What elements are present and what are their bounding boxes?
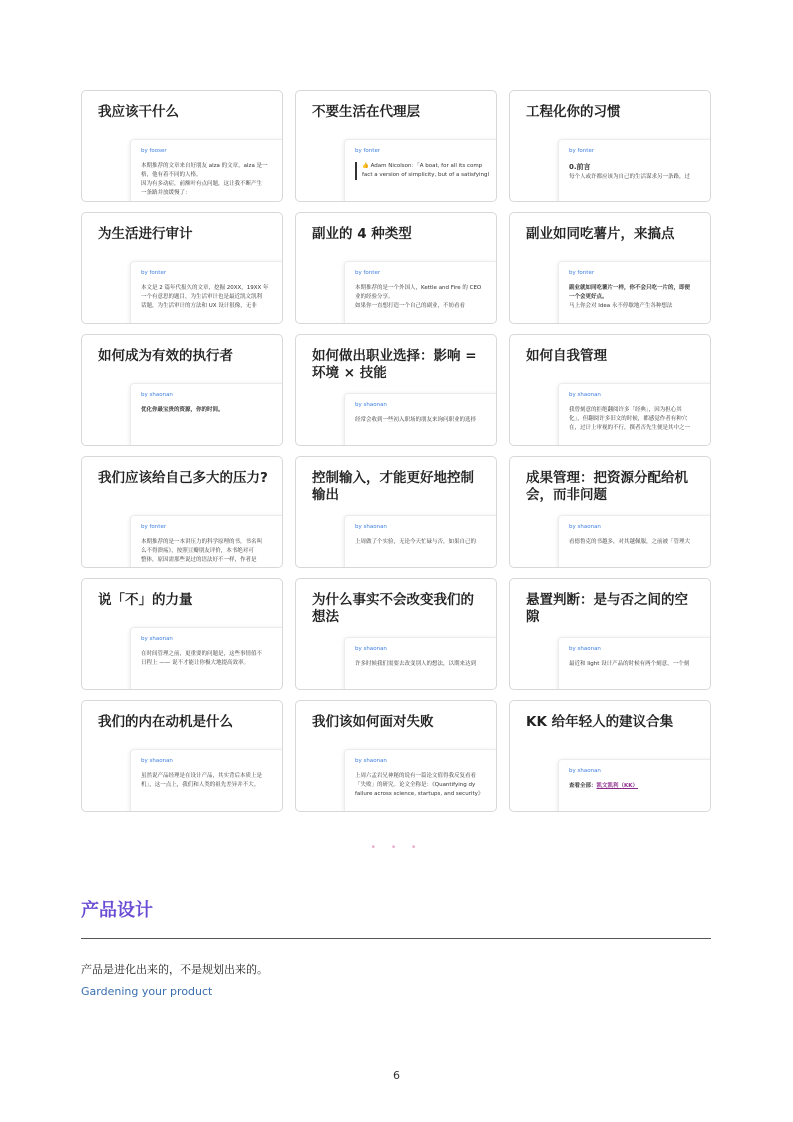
article-card-title: KK 给年轻人的建议合集	[526, 714, 674, 730]
article-card-title: 工程化你的习惯	[526, 104, 621, 120]
article-author: by shaonan	[355, 524, 387, 530]
article-excerpt-line	[355, 162, 489, 171]
article-author: by fonter	[569, 148, 595, 154]
article-excerpt-text: 一个有意思的题目，为生活审计也是最近凯文凯利	[141, 294, 263, 300]
article-preview	[130, 627, 283, 690]
article-card[interactable]	[81, 700, 283, 812]
article-author: by fonter	[355, 148, 381, 154]
article-excerpt-text: 格，他有着不同的人格。	[141, 172, 202, 178]
article-excerpt-text: 上周做了个实验，无论今天忙碌与否，如果自己的	[355, 539, 477, 545]
article-preview	[344, 637, 497, 690]
article-preview	[558, 261, 711, 324]
article-excerpt-line	[355, 293, 489, 302]
article-excerpt-text: 查看全部：	[569, 783, 597, 789]
article-excerpt-text: 优化你最宝贵的资源，你的时间。	[141, 407, 224, 413]
article-excerpt-text: 副业就如同吃薯片一样，你不会只吃一片的，即便	[569, 285, 691, 291]
article-excerpt-text: 许多时候我们需要去改变别人的想法，以期来达到	[355, 661, 477, 667]
article-preview	[558, 139, 711, 202]
article-author: by shaonan	[569, 392, 601, 398]
article-excerpt-line	[569, 406, 703, 415]
article-preview	[558, 515, 711, 568]
article-preview	[130, 515, 283, 568]
article-excerpt-line	[569, 660, 703, 669]
article-excerpt-text: 因为有多动症，前额叶有点问题，这让我不断产生	[141, 181, 263, 187]
article-card-title: 如何成为有效的执行者	[98, 348, 233, 364]
article-excerpt-text: 马上你会对 Idea 永不停歇地产生各种想法	[569, 303, 673, 309]
article-excerpt-line	[569, 415, 703, 424]
article-excerpt-line	[569, 538, 703, 547]
article-excerpt-line	[355, 781, 489, 790]
article-author: by fonter	[569, 270, 595, 276]
article-excerpt-text: 经常会收到一些初入职场的朋友来询问职业的选择	[355, 417, 477, 423]
article-excerpt-text: 本期推荐的是一本讲压力的科学原理的书，书名叫	[141, 539, 263, 545]
article-author: by fooser	[141, 148, 167, 154]
article-preview	[130, 139, 283, 202]
article-excerpt-text: fact a version of simplicity, but of a satisfyingl	[362, 172, 489, 178]
article-card-title: 如何自我管理	[526, 348, 607, 364]
article-excerpt-line	[141, 772, 275, 781]
article-card-title: 成果管理：把资源分配给机会，而非问题	[526, 470, 688, 503]
article-excerpt-line	[141, 650, 275, 659]
article-preview	[130, 383, 283, 446]
article-card[interactable]	[295, 90, 497, 202]
article-excerpt-line	[141, 556, 275, 565]
article-excerpt-text: 日程上 —— 说不才能让你极大地提高效率。	[141, 660, 249, 666]
page-number: 6	[393, 1069, 400, 1082]
article-preview	[558, 383, 711, 446]
article-excerpt-line	[355, 538, 489, 547]
article-card-title: 悬置判断：是与否之间的空隙	[526, 592, 688, 625]
article-card-title: 副业的 4 种类型	[312, 226, 412, 242]
article-excerpt-text: 化」，但翻阅许多旧文的时候，都感觉作者有种穴	[569, 416, 688, 422]
article-excerpt-text: 我曾刻意的拒绝翻阅许多「经典」，因为担心其	[569, 407, 682, 413]
article-excerpt-line	[141, 189, 275, 198]
article-card-title: 为生活进行审计	[98, 226, 193, 242]
article-card[interactable]	[81, 456, 283, 568]
article-excerpt-line	[141, 171, 275, 180]
section-title: 产品设计	[81, 900, 153, 921]
article-excerpt-line	[569, 782, 703, 791]
article-excerpt-text: 0.前言	[569, 163, 591, 171]
article-excerpt-link[interactable]: 凯文凯利（KK）	[596, 783, 639, 789]
article-card[interactable]	[509, 334, 711, 446]
article-excerpt-line	[141, 781, 275, 790]
article-author: by shaonan	[355, 758, 387, 764]
article-card[interactable]	[81, 212, 283, 324]
article-card[interactable]	[81, 334, 283, 446]
article-card[interactable]	[295, 212, 497, 324]
article-author: by shaonan	[569, 524, 601, 530]
article-preview	[558, 759, 711, 812]
article-excerpt-line	[569, 293, 703, 302]
article-excerpt-text: 👍 Adam Nicolson：「A boat, for all its comp	[362, 163, 483, 169]
article-card[interactable]	[295, 456, 497, 568]
article-author: by shaonan	[569, 768, 601, 774]
article-card[interactable]	[509, 212, 711, 324]
article-excerpt-line	[141, 406, 275, 415]
article-excerpt-text: 机」，这一点上，我们和人类的祖先差异并不大。	[141, 782, 260, 788]
article-excerpt-text: 话题，为生活审计的方法和 UX 设计很像，无非	[141, 303, 257, 309]
article-card-title: 我们的内在动机是什么	[98, 714, 233, 730]
article-author: by fonter	[141, 524, 167, 530]
article-card[interactable]	[295, 578, 497, 690]
article-excerpt-line	[569, 173, 703, 182]
article-excerpt-line	[141, 547, 275, 556]
article-excerpt-text: 在，过计上审视的不行，撰者否先生便是其中之一	[569, 425, 691, 431]
article-author: by shaonan	[141, 392, 173, 398]
gardening-product-link[interactable]: Gardening your product	[81, 985, 213, 998]
article-excerpt-text: 一条路并放缓慢了：	[141, 190, 191, 196]
article-preview	[344, 139, 497, 202]
article-author: by shaonan	[569, 646, 601, 652]
article-excerpt-text: 本期推荐的是一个外国人，Kettle and Fire 的 CEO	[355, 285, 482, 291]
article-card[interactable]	[295, 334, 497, 446]
article-excerpt-text: 虽然说产品经理是在设计产品，其实背后本质上是	[141, 773, 263, 779]
article-excerpt-line	[355, 171, 489, 180]
article-excerpt-text: 「失败」的研究。论文全称是：《Quantifying dy	[355, 782, 476, 788]
article-excerpt-line	[569, 284, 703, 293]
article-card[interactable]	[295, 700, 497, 812]
article-preview	[344, 749, 497, 812]
article-preview	[558, 637, 711, 690]
article-author: by shaonan	[141, 636, 173, 642]
article-card-title: 如何做出职业选择：影响 = 环境 × 技能	[312, 348, 477, 381]
article-excerpt-text: 看德鲁克的书越多，对其越佩服，之前被「管理大	[569, 539, 691, 545]
article-card-title: 说「不」的力量	[98, 592, 193, 608]
article-excerpt-line	[355, 302, 489, 311]
article-card-title: 不要生活在代理层	[312, 104, 420, 120]
article-author: by fonter	[141, 270, 167, 276]
article-preview	[344, 393, 497, 446]
article-excerpt-text: 本期推荐的文章来自好朋友 alza 的文章，alza 是一	[141, 163, 268, 169]
article-card[interactable]	[509, 90, 711, 202]
article-excerpt-text: 一个会更好点。	[569, 294, 608, 300]
article-excerpt-line	[569, 424, 703, 433]
article-author: by shaonan	[141, 758, 173, 764]
article-excerpt-line	[141, 284, 275, 293]
article-excerpt-line	[355, 660, 489, 669]
article-excerpt-text: 业的经验分享。	[355, 294, 394, 300]
article-card-title: 我应该干什么	[98, 104, 179, 120]
section-body-text: 产品是进化出来的，不是规划出来的。	[81, 963, 268, 976]
article-excerpt-line	[141, 162, 275, 171]
article-preview	[130, 261, 283, 324]
pagination-dots: • • •	[370, 843, 423, 853]
article-excerpt-text: 如果你一直想打造一个自己的副业，不妨看看	[355, 303, 466, 309]
article-card-title: 控制输入，才能更好地控制输出	[312, 470, 474, 503]
article-card[interactable]	[81, 578, 283, 690]
article-card[interactable]	[509, 700, 711, 812]
section-divider	[81, 938, 711, 939]
article-excerpt-text: 在时间管理之前，更重要的问题是，这些事情值不	[141, 651, 263, 657]
article-card-title: 副业如同吃薯片，来搞点	[526, 226, 675, 242]
article-author: by fonter	[355, 270, 381, 276]
article-excerpt-line	[355, 790, 489, 799]
article-excerpt-line	[569, 302, 703, 311]
article-card-title: 我们应该给自己多大的压力?	[98, 470, 268, 486]
article-preview	[344, 515, 497, 568]
article-preview	[344, 261, 497, 324]
article-excerpt-line	[141, 293, 275, 302]
article-card-title: 我们该如何面对失败	[312, 714, 434, 730]
article-excerpt-text: 最近和 light 设计产品的时候有两个刻意，一个刻	[569, 661, 690, 667]
article-excerpt-text: 整体，原因需那些说过的语法好不一样，作者是	[141, 557, 257, 563]
article-excerpt-line	[355, 416, 489, 425]
article-excerpt-text: 么不得溃疡》，按照豆瓣朋友评价，本书绝对可	[141, 548, 254, 554]
article-card[interactable]	[81, 90, 283, 202]
article-card-title: 为什么事实不会改变我们的想法	[312, 592, 474, 625]
article-excerpt-line	[141, 538, 275, 547]
article-excerpt-text: 本文是 2 篇年代报久的文章，挖掘 20XX，19XX 年	[141, 285, 269, 291]
article-card[interactable]	[509, 456, 711, 568]
article-card[interactable]	[509, 578, 711, 690]
article-excerpt-line	[141, 180, 275, 189]
article-author: by shaonan	[355, 402, 387, 408]
article-preview	[130, 749, 283, 812]
article-excerpt-line	[141, 659, 275, 668]
article-excerpt-text: 每个人或许都应该为自己的生活谋求另一条路，过	[569, 174, 691, 180]
article-excerpt-line	[141, 302, 275, 311]
article-author: by shaonan	[355, 646, 387, 652]
article-excerpt-line	[355, 772, 489, 781]
article-excerpt-line	[569, 162, 703, 173]
article-excerpt-line	[355, 284, 489, 293]
article-excerpt-text: failure across science, startups, and security》	[355, 791, 484, 797]
article-excerpt-text: 上周六孟岩兄神秘的说有一篇论文值得我反复看看	[355, 773, 477, 779]
